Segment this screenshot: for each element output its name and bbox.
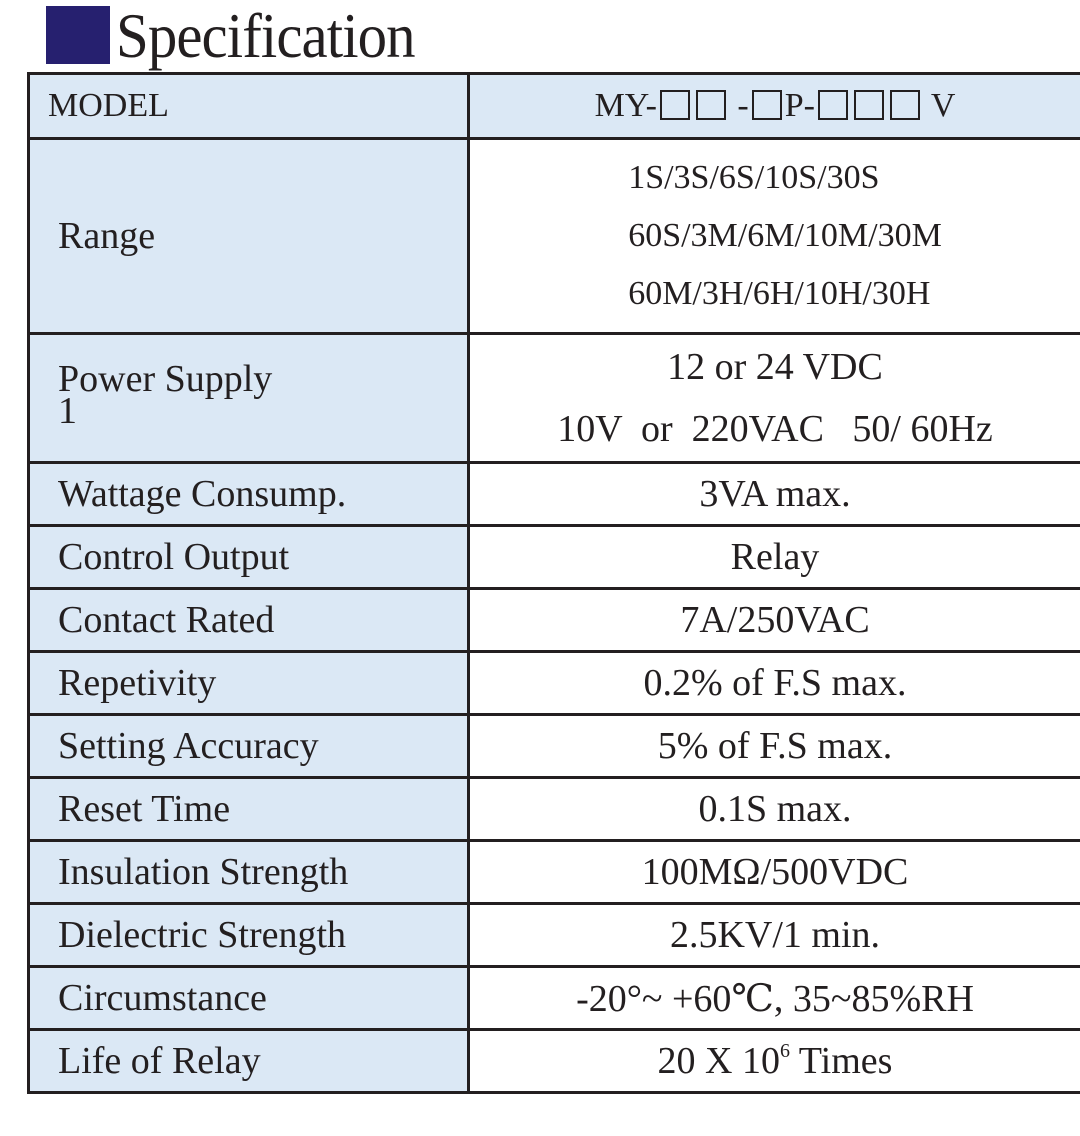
row-label: Wattage Consump. bbox=[29, 463, 469, 526]
range-line: 60M/3H/6H/10H/30H bbox=[628, 275, 931, 312]
row-label: Reset Time bbox=[29, 778, 469, 841]
power-supply-line: 10V or 220VAC 50/ 60Hz bbox=[557, 408, 993, 450]
row-value: 7A/250VAC bbox=[469, 589, 1080, 652]
model-prefix: MY- bbox=[594, 87, 657, 124]
life-value-pre: 20 X 10 bbox=[657, 1040, 780, 1082]
row-value: 5% of F.S max. bbox=[469, 715, 1080, 778]
code-box bbox=[696, 90, 726, 120]
table-row-power-supply bbox=[29, 334, 1080, 463]
life-value-exponent: 6 bbox=[779, 1040, 790, 1062]
table-row bbox=[29, 778, 1080, 841]
table-row bbox=[29, 589, 1080, 652]
power-supply-value bbox=[469, 334, 1080, 463]
model-value bbox=[469, 74, 1080, 139]
range-line: 60S/3M/6M/10M/30M bbox=[628, 217, 942, 254]
page-title-block bbox=[46, 0, 646, 71]
power-supply-line: 12 or 24 VDC bbox=[667, 346, 883, 388]
table-row bbox=[29, 526, 1080, 589]
power-supply-label-extra: 1 bbox=[58, 390, 77, 432]
code-box bbox=[854, 90, 884, 120]
table-row-range bbox=[29, 139, 1080, 334]
row-value: 2.5KV/1 min. bbox=[469, 904, 1080, 967]
row-value: -20°~ +60℃, 35~85%RH bbox=[469, 967, 1080, 1030]
table-row-model bbox=[29, 74, 1080, 139]
model-label: MODEL bbox=[29, 74, 469, 139]
row-value: 100MΩ/500VDC bbox=[469, 841, 1080, 904]
power-supply-label-cell bbox=[29, 334, 469, 463]
range-lines bbox=[628, 149, 942, 323]
code-box bbox=[752, 90, 782, 120]
title-square-icon bbox=[46, 6, 110, 64]
life-value bbox=[469, 1030, 1080, 1093]
range-label: Range bbox=[29, 139, 469, 334]
model-sep: - bbox=[737, 87, 749, 124]
row-value: Relay bbox=[469, 526, 1080, 589]
row-label: Contact Rated bbox=[29, 589, 469, 652]
model-suffix: V bbox=[930, 87, 956, 124]
code-box bbox=[890, 90, 920, 120]
code-box bbox=[660, 90, 690, 120]
row-label: Setting Accuracy bbox=[29, 715, 469, 778]
table-row bbox=[29, 904, 1080, 967]
row-label: Dielectric Strength bbox=[29, 904, 469, 967]
table-row bbox=[29, 463, 1080, 526]
code-box bbox=[818, 90, 848, 120]
row-label: Circumstance bbox=[29, 967, 469, 1030]
model-mid: P- bbox=[784, 87, 815, 124]
power-supply-label-wrap bbox=[58, 358, 273, 432]
row-label: Insulation Strength bbox=[29, 841, 469, 904]
table-row bbox=[29, 715, 1080, 778]
table-row bbox=[29, 652, 1080, 715]
table-row-life-of-relay bbox=[29, 1030, 1080, 1093]
range-line: 1S/3S/6S/10S/30S bbox=[628, 159, 880, 196]
power-supply-label: Power Supply bbox=[58, 358, 273, 400]
table-row bbox=[29, 967, 1080, 1030]
row-value: 3VA max. bbox=[469, 463, 1080, 526]
row-label: Repetivity bbox=[29, 652, 469, 715]
row-label: Control Output bbox=[29, 526, 469, 589]
spec-table bbox=[27, 72, 1080, 1094]
page-title: Specification bbox=[116, 0, 415, 71]
row-value: 0.2% of F.S max. bbox=[469, 652, 1080, 715]
spec-table-body bbox=[29, 74, 1080, 1093]
row-value: 0.1S max. bbox=[469, 778, 1080, 841]
life-value-post: Times bbox=[789, 1040, 893, 1082]
table-row bbox=[29, 841, 1080, 904]
life-label: Life of Relay bbox=[29, 1030, 469, 1093]
range-value bbox=[469, 139, 1080, 334]
